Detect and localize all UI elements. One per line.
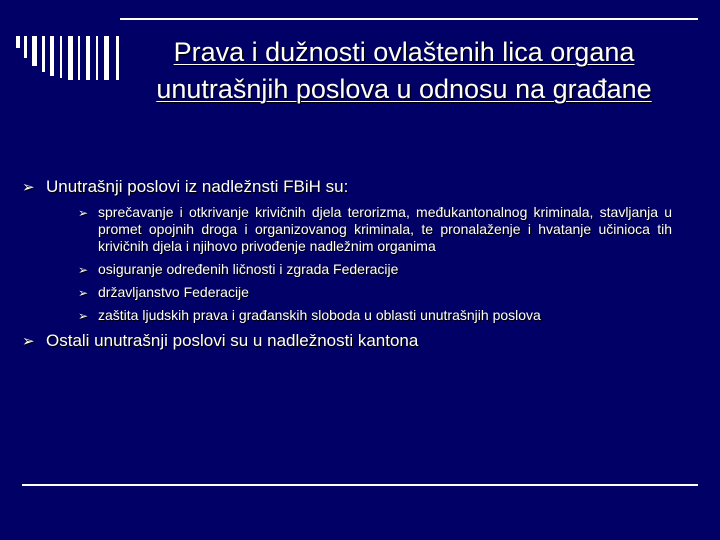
sub-list-item-text: osiguranje određenih ličnosti i zgrada Federacije bbox=[98, 261, 399, 277]
list-item-text: Unutrašnji poslovi iz nadležnsti FBiH su: bbox=[46, 177, 349, 196]
bullet-list bbox=[22, 176, 682, 352]
sub-list-item-text: sprečavanje i otkrivanje krivičnih djela terorizma, međukantonalnog kriminala, stavljanja u promet opojnih droga i organizovanog kriminala, te pronalaženje i hvatanje učinioca tih krivičnih djela i njihovo privođenje nadležnim organima bbox=[98, 204, 672, 254]
sub-list-item bbox=[76, 261, 672, 278]
arrow-right-icon: ➢ bbox=[22, 332, 35, 350]
sub-bullet-list bbox=[76, 204, 672, 324]
arrow-right-icon: ➢ bbox=[22, 178, 35, 196]
list-item bbox=[22, 330, 682, 352]
slide-title: Prava i dužnosti ovlaštenih lica organa unutrašnjih poslova u odnosu na građane bbox=[156, 37, 652, 104]
decorative-bars bbox=[16, 36, 136, 80]
sub-list-item bbox=[76, 284, 672, 301]
arrow-right-icon: ➢ bbox=[78, 206, 89, 220]
arrow-right-icon: ➢ bbox=[78, 263, 89, 277]
list-item bbox=[22, 176, 682, 198]
arrow-right-icon: ➢ bbox=[78, 309, 89, 323]
sub-list-item-text: državljanstvo Federacije bbox=[98, 284, 249, 300]
sub-list-item-text: zaštita ljudskih prava i građanskih sloboda u oblasti unutrašnjih poslova bbox=[98, 307, 541, 323]
top-divider bbox=[120, 18, 698, 20]
bottom-divider bbox=[22, 484, 698, 486]
sub-list-item bbox=[76, 204, 672, 255]
arrow-right-icon: ➢ bbox=[78, 286, 89, 300]
list-item-text: Ostali unutrašnji poslovi su u nadležnosti kantona bbox=[46, 331, 419, 350]
sub-list-item bbox=[76, 307, 672, 324]
